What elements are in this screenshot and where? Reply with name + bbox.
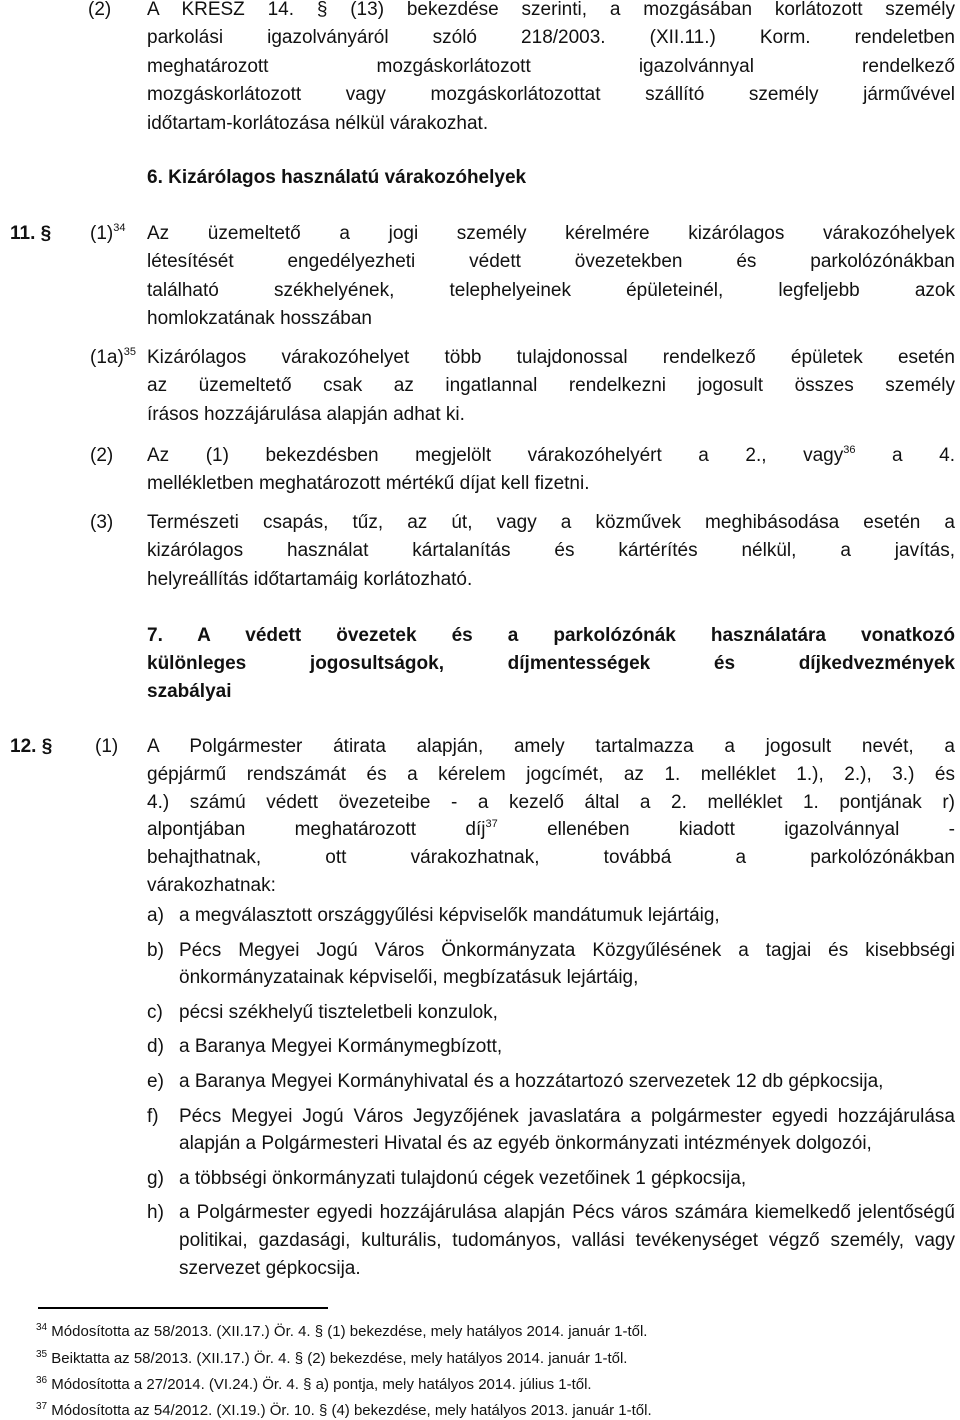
list-item-text: Pécs Megyei Jogú Város Önkormányzata Közgyűlésének a tagjai és kisebbségi önkormányzatainak képviselői, megbízatásuk lejártáig, <box>179 939 955 989</box>
text-line: létesítését engedélyezheti védett övezetekben és parkolózónákban <box>147 251 955 273</box>
list-item-text: a Baranya Megyei Kormánymegbízott, <box>179 1036 503 1058</box>
paragraph-marker <box>90 344 136 372</box>
footnote <box>36 1323 647 1341</box>
paragraph-2-body <box>147 0 955 138</box>
list-marker: a) <box>147 905 164 926</box>
text-line: időtartam-korlátozása nélkül várakozhat. <box>147 112 489 134</box>
footnote-separator <box>38 1307 328 1309</box>
footnote <box>36 1350 627 1368</box>
list-item <box>147 999 955 1027</box>
paragraph-marker: (3) <box>90 512 114 533</box>
article-number: 11. § <box>10 223 52 244</box>
text-line: az üzemeltető csak az ingatlannal rendelkezni jogosult összes személy <box>147 375 955 397</box>
text-line: Természeti csapás, tűz, az út, vagy a közművek meghibásodása esetén a <box>147 512 955 533</box>
footnote-number: 37 <box>36 1401 48 1412</box>
text-line: írásos hozzájárulása alapján adhat ki. <box>147 403 465 425</box>
list-item <box>147 1033 955 1061</box>
text-line <box>147 816 955 844</box>
heading-line: 7. A védett övezetek és a parkolózónák használatára vonatkozó <box>147 625 955 646</box>
text-span: alpontjában meghatározott díj <box>147 819 486 841</box>
section-heading: 6. Kizárólagos használatú várakozóhelyek <box>147 167 527 188</box>
paragraph-11-2-body <box>147 442 955 499</box>
text-line: kizárólagos használat kártalanítás és kártérítés nélkül, a javítás, <box>147 540 955 562</box>
paragraph-marker: (2) <box>88 0 112 20</box>
footnote-ref: 34 <box>113 222 126 234</box>
list-marker: e) <box>147 1070 164 1092</box>
text-line <box>147 442 955 470</box>
list-item <box>147 1103 955 1158</box>
text-line: Kizárólagos várakozóhelyet több tulajdonossal rendelkező épületek esetén <box>147 347 955 368</box>
list-item-text: a többségi önkormányzati tulajdonú cégek vezetőinek 1 gépkocsija, <box>179 1167 747 1189</box>
text-line: található székhelyének, telephelyeinek épületeinél, legfeljebb azok <box>147 279 955 301</box>
list-item <box>147 1068 955 1096</box>
text-line: gépjármű rendszámát és a kérelem jogcímét, az 1. melléklet 1.), 2.), 3.) és <box>147 763 955 785</box>
text-line: behajthatnak, ott várakozhatnak, továbbá a parkolózónákban <box>147 847 955 869</box>
text-line: A KRESZ 14. § (13) bekezdése szerinti, a mozgásában korlátozott személy <box>147 0 955 20</box>
text-line: meghatározott mozgáskorlátozott igazolvánnyal rendelkező <box>147 55 955 77</box>
article-number: 12. § <box>10 736 53 757</box>
list-item <box>147 937 955 992</box>
text-line: mozgáskorlátozott vagy mozgáskorlátozottat szállító személy járművével <box>147 84 955 106</box>
footnote <box>36 1376 592 1394</box>
text-line: 4.) számú védett övezeteibe - a kezelő által a 2. melléklet 1. pontjának r) <box>147 791 955 813</box>
text-line: mellékletben meghatározott mértékű díjat kell fizetni. <box>147 473 590 495</box>
list-item <box>147 902 955 930</box>
paragraph-11-1-body <box>147 220 955 334</box>
text-line: helyreállítás időtartamáig korlátozható. <box>147 568 473 590</box>
text-line: Az üzemeltető a jogi személy kérelmére kizárólagos várakozóhelyek <box>147 223 955 244</box>
footnote-ref: 35 <box>123 346 137 358</box>
footnote-text: Módosította az 58/2013. (XII.17.) Ör. 4. § (1) bekezdése, mely hatályos 2014. január 1-től. <box>51 1323 648 1340</box>
text-line: parkolási igazolványáról szóló 218/2003. (XII.11.) Korm. rendeletben <box>147 27 955 49</box>
paragraph-11-1a-body <box>147 344 955 429</box>
list-marker: g) <box>147 1167 164 1189</box>
list-item-text: pécsi székhelyű tiszteletbeli konzulok, <box>179 1001 498 1023</box>
paragraph-12-1-body <box>147 733 955 900</box>
footnote-text: Beiktatta az 58/2013. (XII.17.) Ör. 4. § (2) bekezdése, mely hatályos 2014. január 1-től. <box>51 1350 628 1367</box>
text-line: várakozhatnak: <box>147 874 276 896</box>
list-item-text: a megválasztott országgyűlési képviselők mandátumuk lejártáig, <box>179 905 720 926</box>
paragraph-marker <box>90 220 125 248</box>
text-span: ellenében kiadott igazolvánnyal - <box>497 819 956 841</box>
list-marker: h) <box>147 1202 164 1224</box>
marker-text: (1a) <box>90 347 124 368</box>
text-line: A Polgármester átirata alapján, amely tartalmazza a jogosult nevét, a <box>147 736 955 757</box>
list-item-text: a Baranya Megyei Kormányhivatal és a hozzátartozó szervezetek 12 db gépkocsija, <box>179 1070 884 1092</box>
paragraph-marker: (2) <box>90 445 114 466</box>
list-item <box>147 1165 955 1193</box>
footnote-number: 34 <box>36 1322 48 1333</box>
heading-line: különleges jogosultságok, díjmentességek és díjkedvezmények <box>147 653 955 674</box>
list-marker: d) <box>147 1036 164 1058</box>
text-span: a 4. <box>892 445 955 466</box>
list-marker: f) <box>147 1105 159 1127</box>
enumerated-list <box>147 902 955 1289</box>
paragraph-marker: (1) <box>95 736 119 757</box>
list-marker: c) <box>147 1001 163 1023</box>
list-item-text: a Polgármester egyedi hozzájárulása alapján Pécs város számára kiemelkedő jelentőségű politikai, gazdasági, kulturális, tudományos, vallási tevékenységet végző személy, vagy szervezet gépkocsija. <box>179 1202 955 1279</box>
list-item-text: Pécs Megyei Jogú Város Jegyzőjének javaslatára a polgármester egyedi hozzájárulása alapján a Polgármesteri Hivatal és az egyéb önkormányzati intézmények dolgozói, <box>179 1105 955 1155</box>
marker-text: (1) <box>90 223 114 244</box>
text-span: Az (1) bekezdésben megjelölt várakozóhelyért a 2., vagy <box>147 445 844 466</box>
footnote-ref: 36 <box>843 444 856 456</box>
footnote-number: 36 <box>36 1375 48 1386</box>
footnote-ref: 37 <box>485 818 498 831</box>
list-item <box>147 1199 955 1282</box>
section-heading <box>147 622 955 706</box>
footnote-text: Módosította a 27/2014. (VI.24.) Ör. 4. § a) pontja, mely hatályos 2014. július 1-től. <box>51 1376 592 1393</box>
heading-line: szabályai <box>147 681 232 702</box>
footnote-text: Módosította az 54/2012. (XI.19.) Ör. 10. § (4) bekezdése, mely hatályos 2013. január 1-től. <box>51 1402 652 1419</box>
text-line: homlokzatának hosszában <box>147 308 372 330</box>
list-marker: b) <box>147 939 164 961</box>
paragraph-11-3-body <box>147 509 955 594</box>
footnote <box>36 1402 652 1420</box>
footnote-number: 35 <box>36 1349 48 1360</box>
